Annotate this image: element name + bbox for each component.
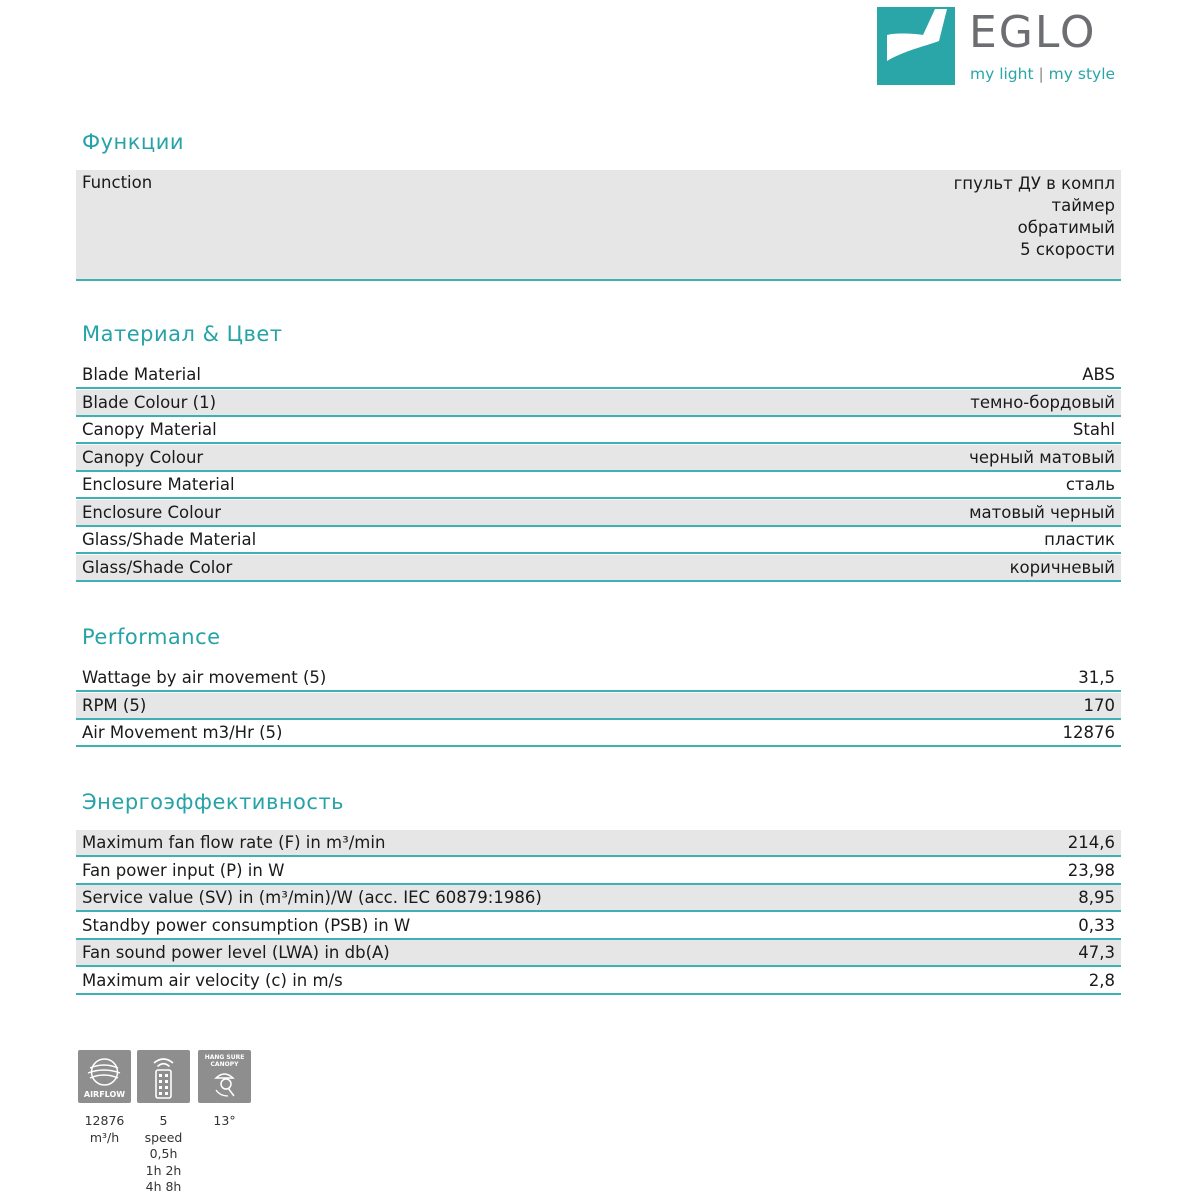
airflow-badge-text: AIRFLOW [83, 1090, 126, 1099]
energy-title: Энергоэффективность [82, 790, 345, 814]
spec-label: RPM (5) [82, 695, 147, 715]
spec-value: ABS [1082, 365, 1115, 384]
spec-row [76, 445, 1121, 472]
canopy-badge-text: CANOPY [210, 1061, 239, 1068]
caption-line: 13° [213, 1113, 236, 1128]
caption-line: 4h 8h [145, 1179, 182, 1194]
spec-label: Canopy Colour [82, 447, 204, 467]
caption-line: speed [144, 1129, 183, 1145]
spec-row [76, 417, 1121, 444]
function-label: Function [82, 173, 153, 192]
brand-tagline [970, 65, 1115, 83]
spec-value: 31,5 [1078, 668, 1115, 687]
spec-value: темно-бордовый [970, 392, 1115, 412]
function-value: таймер [1051, 196, 1115, 215]
spec-value: Stahl [1072, 420, 1115, 439]
spec-label: Wattage by air movement (5) [82, 668, 327, 687]
spec-label: Glass/Shade Material [82, 530, 257, 549]
spec-value: 170 [1083, 695, 1115, 715]
spec-value: матовый черный [969, 502, 1115, 522]
spec-row [76, 968, 1121, 995]
function-value: обратимый [1017, 218, 1115, 237]
material-title: Материал & Цвет [82, 322, 283, 346]
spec-row [76, 913, 1121, 940]
spec-label: Air Movement m3/Hr (5) [82, 723, 283, 742]
canopy-badge-text: HANG SURE [204, 1054, 245, 1061]
spec-label: Service value (SV) in (m³/min)/W (acc. IEC 60879:1986) [82, 888, 542, 907]
spec-label: Enclosure Colour [82, 502, 222, 522]
spec-value: 47,3 [1078, 943, 1115, 962]
remote-badge [137, 1050, 190, 1103]
spec-value: коричневый [1009, 557, 1115, 577]
spec-value: 8,95 [1078, 888, 1115, 907]
airflow-badge [78, 1050, 131, 1103]
spec-row [76, 472, 1121, 499]
caption-line: 5 [159, 1113, 168, 1128]
spec-label: Enclosure Material [82, 475, 235, 494]
function-values [954, 173, 1115, 261]
tagline-left: my light [970, 65, 1034, 83]
spec-row [76, 390, 1121, 417]
tagline-right: my style [1048, 65, 1116, 83]
function-value: гпульт ДУ в компл [953, 174, 1115, 193]
functions-title: Функции [82, 130, 185, 154]
caption-line: 1h 2h [145, 1162, 182, 1178]
spec-label: Glass/Shade Color [82, 557, 233, 577]
performance-title: Performance [82, 625, 221, 649]
spec-row [76, 555, 1121, 582]
spec-row [76, 665, 1121, 692]
spec-value: 214,6 [1067, 833, 1115, 852]
spec-row [76, 858, 1121, 885]
spec-value: пластик [1044, 530, 1115, 549]
spec-label: Blade Colour (1) [82, 392, 217, 412]
spec-label: Canopy Material [82, 420, 217, 439]
spec-value: 23,98 [1067, 860, 1115, 880]
spec-label: Blade Material [82, 365, 201, 384]
spec-value: 12876 [1062, 723, 1115, 742]
spec-label: Maximum fan flow rate (F) in m³/min [82, 833, 386, 852]
caption-line: m³/h [89, 1129, 120, 1145]
spec-value: 2,8 [1088, 970, 1115, 990]
remote-control-icon [137, 1050, 190, 1103]
spec-value: 0,33 [1078, 915, 1115, 935]
spec-value: черный матовый [969, 447, 1115, 467]
spec-row [76, 940, 1121, 967]
caption-line: 0,5h [149, 1146, 178, 1161]
brand-name: EGLO [969, 7, 1097, 58]
remote-caption [129, 1113, 198, 1196]
function-value: 5 скорости [1020, 240, 1115, 259]
spec-row [76, 830, 1121, 857]
spec-row [76, 527, 1121, 554]
caption-line: 12876 [84, 1113, 125, 1128]
hang-sure-canopy-icon [198, 1050, 251, 1103]
spec-row [76, 693, 1121, 720]
tagline-separator: | [1038, 65, 1044, 83]
canopy-badge [198, 1050, 251, 1103]
spec-label: Maximum air velocity (c) in m/s [82, 970, 343, 990]
spec-row [76, 362, 1121, 389]
spec-label: Fan sound power level (LWA) in db(A) [82, 943, 390, 962]
canopy-caption [190, 1113, 259, 1130]
spec-label: Fan power input (P) in W [82, 860, 285, 880]
spec-row [76, 720, 1121, 747]
function-row [76, 170, 1121, 281]
spec-value: сталь [1065, 475, 1115, 494]
spec-label: Standby power consumption (PSB) in W [82, 915, 411, 935]
eglo-logo [873, 5, 1133, 91]
spec-row [76, 885, 1121, 912]
spec-row [76, 500, 1121, 527]
airflow-icon [78, 1050, 131, 1103]
eglo-logo-mark-icon [873, 5, 959, 87]
